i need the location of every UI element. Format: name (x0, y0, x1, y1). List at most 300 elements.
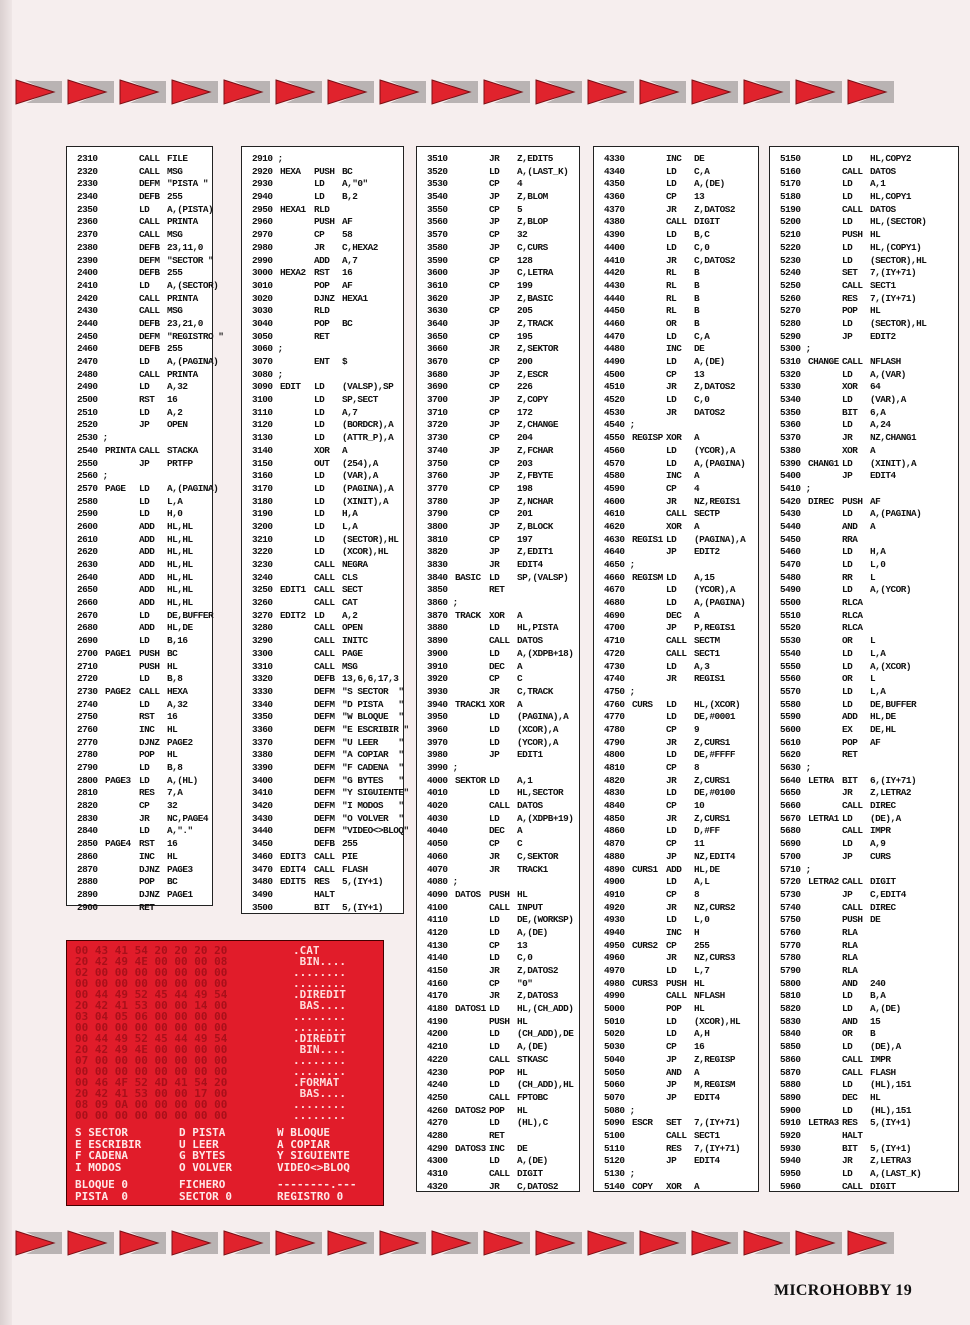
code-operand: C,TRACK (517, 685, 553, 697)
code-operand: FILE (167, 153, 188, 164)
line-number: 5150 (780, 153, 801, 164)
code-label (105, 229, 139, 242)
code-operand: (XCOR),A (517, 723, 559, 735)
code-opcode: CALL (666, 990, 687, 1002)
code-operand (870, 1130, 954, 1143)
line-number: 3700 (427, 394, 448, 406)
arrow-ornament-icon (118, 77, 170, 107)
code-operand: DIREC (870, 901, 896, 913)
line-number: 3340 (252, 698, 273, 710)
line-number: 4410 (604, 254, 625, 266)
line-number: 3670 (427, 356, 448, 367)
code-operand: PAGE1 (167, 888, 193, 900)
line-number: 3390 (252, 762, 273, 773)
code-line (252, 584, 399, 597)
line-number: 3930 (427, 685, 448, 697)
code-line (780, 293, 954, 306)
code-line (780, 369, 954, 382)
code-line (604, 483, 754, 496)
code-line (427, 381, 575, 394)
code-line (604, 737, 754, 750)
line-number: 4040 (427, 825, 448, 837)
code-line (427, 572, 575, 585)
code-line (427, 153, 575, 166)
code-opcode: RL (666, 267, 677, 279)
code-label (280, 470, 314, 483)
line-number: 3290 (252, 635, 273, 647)
code-operand: 16 (167, 394, 178, 406)
code-label (280, 432, 314, 445)
code-label (632, 889, 666, 902)
code-opcode: CP (666, 368, 677, 380)
code-line (77, 737, 208, 750)
code-operand: SECT (342, 584, 363, 596)
line-number: 2980 (252, 241, 273, 253)
code-opcode: LD (314, 394, 325, 406)
line-number: 5800 (780, 977, 801, 989)
code-operand: DE,#0100 (694, 787, 736, 799)
line-number: 2650 (77, 584, 98, 596)
code-label (632, 1054, 666, 1067)
code-label (455, 267, 489, 280)
line-number: 4760 (604, 698, 625, 710)
line-number: 2600 (77, 520, 98, 532)
code-opcode: CALL (139, 229, 160, 241)
code-line (427, 800, 575, 813)
code-line (427, 622, 575, 635)
code-line (780, 178, 954, 191)
code-line (604, 432, 754, 445)
code-label (808, 1003, 842, 1016)
code-operand: A,15 (694, 571, 715, 583)
code-opcode: CALL (314, 559, 335, 570)
code-opcode: CP (489, 977, 500, 989)
code-opcode: XOR (489, 609, 505, 621)
arrow-ornament-icon (66, 77, 118, 107)
code-line (77, 889, 208, 902)
line-number: 5570 (780, 685, 801, 697)
code-operand: SECT1 (694, 1129, 720, 1141)
code-line (427, 331, 575, 344)
code-label (280, 724, 314, 737)
code-operand: A,3 (694, 660, 710, 672)
line-number: 4280 (427, 1129, 448, 1141)
code-label (455, 381, 489, 394)
code-opcode: CALL (842, 165, 863, 177)
code-line (252, 305, 399, 318)
code-label (808, 584, 842, 597)
code-label (105, 267, 139, 280)
code-line (780, 318, 954, 331)
line-number: 2770 (77, 736, 98, 748)
code-opcode: JP (489, 419, 500, 431)
code-opcode: DEFM (314, 762, 335, 773)
line-number: 4370 (604, 203, 625, 215)
line-number: 5440 (780, 520, 801, 532)
line-number: 2350 (77, 203, 98, 215)
code-label (105, 711, 139, 724)
code-opcode (666, 1168, 694, 1181)
code-line (252, 255, 399, 268)
line-number: 5050 (604, 1066, 625, 1078)
line-number: 2370 (77, 229, 98, 241)
code-line (780, 1155, 954, 1168)
code-label (808, 965, 842, 978)
line-number: 5240 (780, 267, 801, 279)
code-label (280, 737, 314, 750)
code-operand: Z,FCHAR (517, 444, 553, 456)
code-label (105, 737, 139, 750)
code-label (632, 686, 666, 699)
code-opcode: POP (314, 317, 330, 329)
code-operand: PAGE2 (167, 736, 193, 748)
code-line (427, 661, 575, 674)
line-number: 5710 ; (780, 863, 811, 875)
code-line (77, 597, 208, 610)
code-operand: Z,LETRA2 (870, 787, 912, 799)
code-opcode: CP (489, 838, 500, 850)
code-line (780, 216, 954, 229)
code-line (77, 318, 208, 331)
code-line (77, 229, 208, 242)
code-opcode: CP (489, 381, 500, 393)
line-number: 5430 (780, 508, 801, 520)
code-opcode: LD (314, 508, 325, 520)
code-opcode: CP (489, 229, 500, 241)
hex-ascii: BIN.... (293, 955, 346, 968)
code-operand (870, 534, 954, 547)
line-number: 5030 (604, 1041, 625, 1053)
code-opcode: CALL (139, 153, 160, 164)
code-opcode: LD (489, 774, 500, 786)
code-opcode: ADD (139, 622, 155, 634)
code-operand: FLASH (870, 1066, 896, 1078)
code-line (604, 813, 754, 826)
code-label (455, 369, 489, 382)
code-label (808, 191, 842, 204)
code-label (280, 597, 314, 610)
line-number: 4440 (604, 292, 625, 304)
code-operand: D,#FF (694, 825, 720, 837)
code-line (77, 356, 219, 369)
code-operand: 5,(IY+1) (342, 901, 384, 913)
code-opcode: LD (842, 241, 853, 253)
line-number: 4270 (427, 1117, 448, 1129)
code-operand: MSG (167, 305, 183, 317)
line-number: 4300 (427, 1155, 448, 1167)
menu-option: U LEER (179, 1137, 219, 1151)
line-number: 2540 (77, 444, 98, 456)
code-line (780, 864, 954, 877)
line-number: 3220 (252, 546, 273, 558)
arrow-ornament-icon (378, 77, 430, 107)
line-number: 3460 (252, 850, 273, 862)
code-opcode: POP (489, 1066, 505, 1078)
code-opcode: DEFM (314, 698, 335, 710)
code-label (280, 559, 314, 572)
code-opcode: JP (489, 317, 500, 329)
code-line (252, 508, 399, 521)
line-number: 5760 (780, 926, 801, 938)
code-opcode: PUSH (666, 977, 687, 989)
line-number: 3520 (427, 165, 448, 177)
hex-ascii: ........ (293, 1010, 346, 1023)
code-opcode: LD (666, 584, 677, 596)
line-number: 2720 (77, 673, 98, 685)
code-opcode: CALL (314, 597, 335, 609)
code-label (632, 1130, 666, 1143)
line-number: 5610 (780, 736, 801, 748)
code-label (280, 838, 314, 851)
line-number: 2420 (77, 292, 98, 304)
code-operand: HL,PISTA (517, 622, 559, 634)
code-operand: DATOS2 (694, 406, 725, 418)
hex-bytes: 20 42 49 4E 00 00 00 08 (75, 955, 228, 968)
line-number: 3480 (252, 876, 273, 888)
line-number: 5630 ; (780, 762, 811, 773)
line-number: 5890 (780, 1091, 801, 1103)
hex-bytes: 02 00 00 00 00 00 00 00 (75, 966, 228, 979)
code-line (427, 1054, 575, 1067)
code-opcode: DEFB (314, 673, 335, 685)
code-opcode (666, 419, 694, 432)
line-number: 2480 (77, 368, 98, 380)
code-operand: EDIT1 (517, 749, 543, 761)
code-line (77, 343, 208, 356)
code-opcode: CALL (314, 622, 335, 634)
code-opcode: CP (666, 888, 677, 900)
code-line (427, 749, 575, 762)
code-opcode: CP (489, 178, 500, 190)
code-operand: Z,CURS1 (694, 736, 730, 748)
code-line (780, 331, 954, 344)
code-label: REGISM (632, 571, 663, 583)
line-number: 3270 (252, 609, 273, 621)
code-line (252, 800, 404, 813)
code-operand: L,A (870, 685, 886, 697)
code-opcode: DEFB (139, 343, 160, 355)
line-number: 3170 (252, 482, 273, 494)
code-opcode: JR (489, 343, 500, 355)
code-line (77, 203, 214, 217)
code-opcode: LD (139, 762, 150, 773)
line-number: 4810 (604, 762, 625, 773)
code-operand: A (694, 609, 700, 621)
line-number: 5140 (604, 1180, 625, 1192)
line-number: 4730 (604, 660, 625, 672)
line-number: 3630 (427, 305, 448, 317)
code-operand: DE (694, 343, 705, 355)
code-line (604, 965, 754, 978)
code-opcode: LD (314, 381, 325, 393)
code-line (77, 254, 214, 268)
line-number: 3020 (252, 292, 273, 304)
code-line (77, 838, 208, 851)
code-label (632, 242, 666, 255)
line-number: 5520 (780, 622, 801, 634)
code-operand (870, 483, 954, 496)
code-line (252, 483, 399, 496)
code-opcode: LD (489, 1079, 500, 1091)
code-line (427, 940, 575, 953)
code-opcode: LD (666, 711, 677, 723)
code-line (427, 1130, 575, 1143)
code-opcode: LD (666, 571, 677, 583)
hex-ascii: .DIREDIT (293, 1032, 346, 1045)
code-line (77, 407, 208, 420)
code-opcode: JR (489, 863, 500, 875)
code-label: HEXA2 (280, 267, 306, 279)
code-line (604, 597, 754, 610)
code-opcode: LD (489, 723, 500, 735)
code-line (780, 255, 954, 268)
code-label (280, 496, 314, 509)
code-line (604, 978, 754, 991)
code-line (427, 787, 575, 800)
code-label (808, 508, 842, 521)
code-label (455, 191, 489, 204)
code-line (427, 990, 575, 1003)
code-operand: HL,HL (167, 546, 193, 558)
code-label (632, 255, 666, 268)
code-operand: H,A (870, 546, 886, 558)
code-label (280, 711, 314, 724)
code-line (77, 242, 208, 255)
line-number: 5410 ; (780, 482, 811, 494)
line-number: 2670 (77, 609, 98, 621)
code-operand: A,9 (870, 838, 886, 850)
code-operand: Z,ESCR (517, 368, 548, 380)
code-operand (870, 343, 954, 356)
line-number: 4210 (427, 1041, 448, 1053)
code-line (780, 521, 954, 534)
code-opcode: RLCA (842, 622, 863, 634)
code-operand: A,(PAGINA) (694, 597, 746, 609)
code-operand: A (517, 609, 523, 621)
code-operand (694, 419, 754, 432)
code-opcode (489, 876, 517, 889)
line-number: 4650 ; (604, 559, 635, 570)
code-operand: A (870, 444, 876, 456)
code-opcode: CALL (842, 356, 863, 367)
code-label (632, 965, 666, 978)
code-label: PAGE3 (105, 774, 131, 786)
code-label (808, 889, 842, 902)
line-number: 3510 (427, 153, 448, 164)
arrow-ornament-icon (326, 77, 378, 107)
code-operand: "D PISTA " (342, 698, 404, 710)
code-operand: PIE (342, 850, 358, 862)
code-operand: 128 (517, 254, 533, 266)
code-line (252, 521, 399, 534)
code-label (455, 432, 489, 445)
code-label (808, 1028, 842, 1041)
code-label (808, 622, 842, 635)
code-label (455, 1181, 489, 1194)
code-operand: A,(SECTOR) (167, 279, 219, 291)
code-line (604, 1143, 754, 1156)
code-opcode: CALL (139, 685, 160, 697)
code-line (427, 927, 575, 940)
code-label (808, 914, 842, 927)
code-operand: A,(DE) (694, 178, 725, 190)
code-operand: 255 (342, 838, 358, 850)
code-opcode: JP (842, 330, 853, 342)
code-label (632, 1003, 666, 1016)
code-opcode: LD (666, 787, 677, 799)
code-line (427, 293, 575, 306)
code-operand: L,7 (694, 965, 710, 976)
code-line (252, 166, 399, 179)
code-label (808, 305, 842, 318)
code-opcode: DEFM (314, 774, 335, 786)
code-opcode: CALL (666, 647, 687, 659)
code-operand: H (694, 926, 700, 938)
code-operand (870, 864, 954, 877)
line-number: 2870 (77, 863, 98, 875)
code-opcode: JR (489, 153, 500, 164)
code-label (455, 166, 489, 179)
code-operand: NZ,EDIT4 (694, 850, 736, 862)
code-label: LETRA3 (808, 1117, 839, 1129)
code-line (77, 749, 208, 762)
code-line (780, 1028, 954, 1041)
code-line (780, 191, 954, 204)
code-operand: FPTOBC (517, 1091, 548, 1103)
hex-ascii: .DIREDIT (293, 988, 346, 1001)
code-operand: HL (517, 1104, 528, 1116)
code-operand: SP,SECT (342, 394, 378, 406)
code-operand: 16 (694, 1041, 705, 1053)
code-opcode: LD (314, 406, 325, 418)
line-number: 3060 ; (252, 343, 283, 355)
code-opcode: JR (666, 952, 677, 964)
code-line (604, 1016, 754, 1029)
code-label (280, 229, 314, 242)
code-label (455, 419, 489, 432)
code-label (105, 343, 139, 356)
line-number: 4090 (427, 888, 448, 900)
code-operand (870, 965, 954, 978)
code-line (604, 318, 754, 331)
code-label (105, 749, 139, 762)
code-label (105, 787, 139, 800)
code-line (252, 381, 399, 394)
line-number: 5650 (780, 787, 801, 799)
code-label (632, 597, 666, 610)
magazine-name: MICROHOBBY (774, 1282, 892, 1299)
line-number: 2630 (77, 559, 98, 570)
code-line (604, 1130, 754, 1143)
code-operand: A,(VAR) (870, 368, 906, 380)
code-label (455, 242, 489, 255)
code-operand: 199 (517, 279, 533, 291)
code-label (632, 787, 666, 800)
line-number: 5600 (780, 723, 801, 735)
code-line (252, 280, 399, 293)
code-opcode: CP (666, 723, 677, 735)
code-line (604, 648, 754, 661)
line-number: 4160 (427, 977, 448, 989)
line-number: 2460 (77, 343, 98, 355)
code-opcode: RLCA (842, 609, 863, 621)
code-line (780, 902, 954, 915)
code-opcode: LD (666, 597, 677, 609)
code-line (252, 242, 399, 255)
code-operand: PAGE3 (167, 863, 193, 875)
code-line (780, 622, 954, 635)
code-label (455, 534, 489, 547)
